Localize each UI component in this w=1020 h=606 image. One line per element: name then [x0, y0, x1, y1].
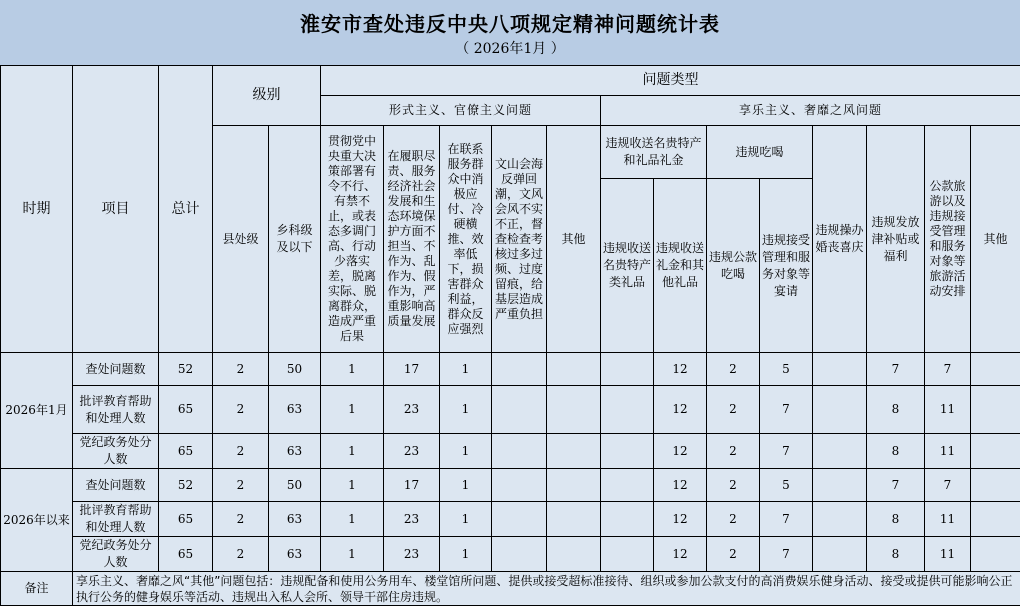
- value-cell: 1: [440, 502, 492, 537]
- value-cell: 8: [867, 502, 925, 537]
- value-cell: 12: [654, 386, 707, 434]
- value-cell: [547, 469, 601, 502]
- value-cell: 12: [654, 353, 707, 386]
- value-cell: [813, 386, 867, 434]
- header-eat-2: 违规接受管理和服务对象等宴请: [760, 179, 813, 353]
- value-cell: 2: [707, 434, 760, 469]
- header-period: 时期: [1, 66, 73, 353]
- value-cell: [813, 502, 867, 537]
- header-township: 乡科级及以下: [269, 126, 321, 353]
- value-cell: 7: [867, 353, 925, 386]
- value-cell: [547, 353, 601, 386]
- value-cell: 2: [213, 353, 269, 386]
- page-title: 淮安市查处违反中央八项规定精神问题统计表: [0, 8, 1020, 37]
- statistics-table: [0, 65, 1020, 606]
- value-cell: 12: [654, 469, 707, 502]
- item-cell: 查处问题数: [73, 353, 159, 386]
- value-cell: [492, 386, 547, 434]
- value-cell: 63: [269, 502, 321, 537]
- value-cell: 1: [321, 537, 384, 572]
- header-eat-1: 违规公款吃喝: [707, 179, 760, 353]
- item-cell: 党纪政务处分人数: [73, 434, 159, 469]
- value-cell: 11: [925, 434, 971, 469]
- value-cell: 65: [159, 434, 213, 469]
- value-cell: [601, 502, 654, 537]
- value-cell: 63: [269, 386, 321, 434]
- value-cell: [971, 434, 1020, 469]
- value-cell: [971, 353, 1020, 386]
- header-eat-group: 违规吃喝: [707, 126, 813, 179]
- value-cell: [601, 386, 654, 434]
- value-cell: 12: [654, 537, 707, 572]
- value-cell: [813, 537, 867, 572]
- header-allowance: 违规发放津补贴或福利: [867, 126, 925, 353]
- item-cell: 党纪政务处分人数: [73, 537, 159, 572]
- value-cell: 65: [159, 386, 213, 434]
- header-formalism-4: 文山会海反弹回潮，文风会风不实不正，督查检查考核过多过频、过度留痕，给基层造成严重负担: [492, 126, 547, 353]
- item-cell: 批评教育帮助和处理人数: [73, 502, 159, 537]
- table-row: [1, 434, 1020, 469]
- value-cell: 5: [760, 353, 813, 386]
- value-cell: 1: [440, 353, 492, 386]
- value-cell: 11: [925, 502, 971, 537]
- value-cell: 65: [159, 537, 213, 572]
- value-cell: 52: [159, 353, 213, 386]
- value-cell: 63: [269, 434, 321, 469]
- header-formalism-other: 其他: [547, 126, 601, 353]
- value-cell: 1: [440, 537, 492, 572]
- value-cell: 50: [269, 469, 321, 502]
- value-cell: 1: [440, 386, 492, 434]
- header-hedonism-other: 其他: [971, 126, 1020, 353]
- table-row: [1, 353, 1020, 386]
- value-cell: 8: [867, 386, 925, 434]
- value-cell: 2: [707, 537, 760, 572]
- value-cell: [601, 469, 654, 502]
- value-cell: 2: [707, 386, 760, 434]
- value-cell: 1: [321, 502, 384, 537]
- value-cell: 23: [384, 537, 440, 572]
- header-formalism-2: 在履职尽责、服务经济社会发展和生态环境保护方面不担当、不作为、乱作为、假作为，严重影响高质量发展: [384, 126, 440, 353]
- value-cell: 7: [925, 469, 971, 502]
- value-cell: 7: [760, 537, 813, 572]
- period-cell: 2026年1月: [1, 353, 73, 469]
- header-travel: 公款旅游以及违规接受管理和服务对象等旅游活动安排: [925, 126, 971, 353]
- value-cell: 65: [159, 502, 213, 537]
- header-gift-group: 违规收送名贵特产和礼品礼金: [601, 126, 707, 179]
- value-cell: 11: [925, 537, 971, 572]
- value-cell: 1: [321, 434, 384, 469]
- page-subtitle: （ 2026年1月 ）: [0, 38, 1020, 58]
- value-cell: 2: [707, 502, 760, 537]
- value-cell: [601, 353, 654, 386]
- value-cell: [813, 353, 867, 386]
- value-cell: [971, 386, 1020, 434]
- header-county: 县处级: [213, 126, 269, 353]
- value-cell: 50: [269, 353, 321, 386]
- value-cell: 2: [213, 469, 269, 502]
- table-row: [1, 386, 1020, 434]
- value-cell: 12: [654, 502, 707, 537]
- value-cell: 7: [867, 469, 925, 502]
- header-gift-1: 违规收送名贵特产类礼品: [601, 179, 654, 353]
- value-cell: 7: [760, 386, 813, 434]
- value-cell: [971, 502, 1020, 537]
- note-text: 享乐主义、奢靡之风“其他”问题包括：违规配备和使用公务用车、楼堂馆所问题、提供或接受超标准接待、组织或参加公款支付的高消费娱乐健身活动、接受或提供可能影响公正执行公务的健身娱乐等活动、违规出入私人会所、领导干部住房违规。: [73, 572, 1020, 606]
- item-cell: 查处问题数: [73, 469, 159, 502]
- value-cell: 23: [384, 502, 440, 537]
- value-cell: 8: [867, 434, 925, 469]
- value-cell: 1: [321, 353, 384, 386]
- value-cell: 5: [760, 469, 813, 502]
- header-item: 项目: [73, 66, 159, 353]
- value-cell: 1: [321, 469, 384, 502]
- value-cell: 1: [440, 469, 492, 502]
- value-cell: 23: [384, 434, 440, 469]
- value-cell: [971, 469, 1020, 502]
- period-cell: 2026年以来: [1, 469, 73, 572]
- header-formalism-3: 在联系服务群众中消极应付、冷硬横推、效率低下，损害群众利益，群众反应强烈: [440, 126, 492, 353]
- note-label: 备注: [1, 572, 73, 606]
- value-cell: [492, 537, 547, 572]
- value-cell: 2: [707, 353, 760, 386]
- value-cell: [492, 502, 547, 537]
- header-formalism: 形式主义、官僚主义问题: [321, 96, 601, 126]
- header-total: 总计: [159, 66, 213, 353]
- value-cell: [547, 502, 601, 537]
- value-cell: 2: [213, 434, 269, 469]
- table-row: [1, 502, 1020, 537]
- value-cell: [547, 537, 601, 572]
- header-gift-2: 违规收送礼金和其他礼品: [654, 179, 707, 353]
- header-problem-type: 问题类型: [321, 66, 1020, 96]
- value-cell: [601, 537, 654, 572]
- value-cell: 1: [440, 434, 492, 469]
- value-cell: 11: [925, 386, 971, 434]
- value-cell: [813, 469, 867, 502]
- value-cell: 12: [654, 434, 707, 469]
- header-formalism-1: 贯彻党中央重大决策部署有令不行、有禁不止，或表态多调门高、行动少落实差，脱离实际、脱离群众，造成严重后果: [321, 126, 384, 353]
- header-level: 级别: [213, 66, 321, 126]
- value-cell: 2: [213, 537, 269, 572]
- value-cell: 17: [384, 469, 440, 502]
- header-wedding: 违规操办婚丧喜庆: [813, 126, 867, 353]
- value-cell: [971, 537, 1020, 572]
- table-row: [1, 537, 1020, 572]
- value-cell: 2: [213, 386, 269, 434]
- value-cell: [547, 386, 601, 434]
- value-cell: [601, 434, 654, 469]
- value-cell: 2: [213, 502, 269, 537]
- value-cell: 7: [760, 502, 813, 537]
- item-cell: 批评教育帮助和处理人数: [73, 386, 159, 434]
- value-cell: [492, 434, 547, 469]
- header-hedonism: 享乐主义、奢靡之风问题: [601, 96, 1020, 126]
- value-cell: 17: [384, 353, 440, 386]
- title-bar: [0, 0, 1020, 65]
- value-cell: 63: [269, 537, 321, 572]
- value-cell: 2: [707, 469, 760, 502]
- value-cell: [492, 469, 547, 502]
- value-cell: 1: [321, 386, 384, 434]
- table-row: [1, 469, 1020, 502]
- value-cell: [492, 353, 547, 386]
- value-cell: [547, 434, 601, 469]
- value-cell: 7: [925, 353, 971, 386]
- value-cell: [813, 434, 867, 469]
- value-cell: 52: [159, 469, 213, 502]
- value-cell: 8: [867, 537, 925, 572]
- value-cell: 23: [384, 386, 440, 434]
- value-cell: 7: [760, 434, 813, 469]
